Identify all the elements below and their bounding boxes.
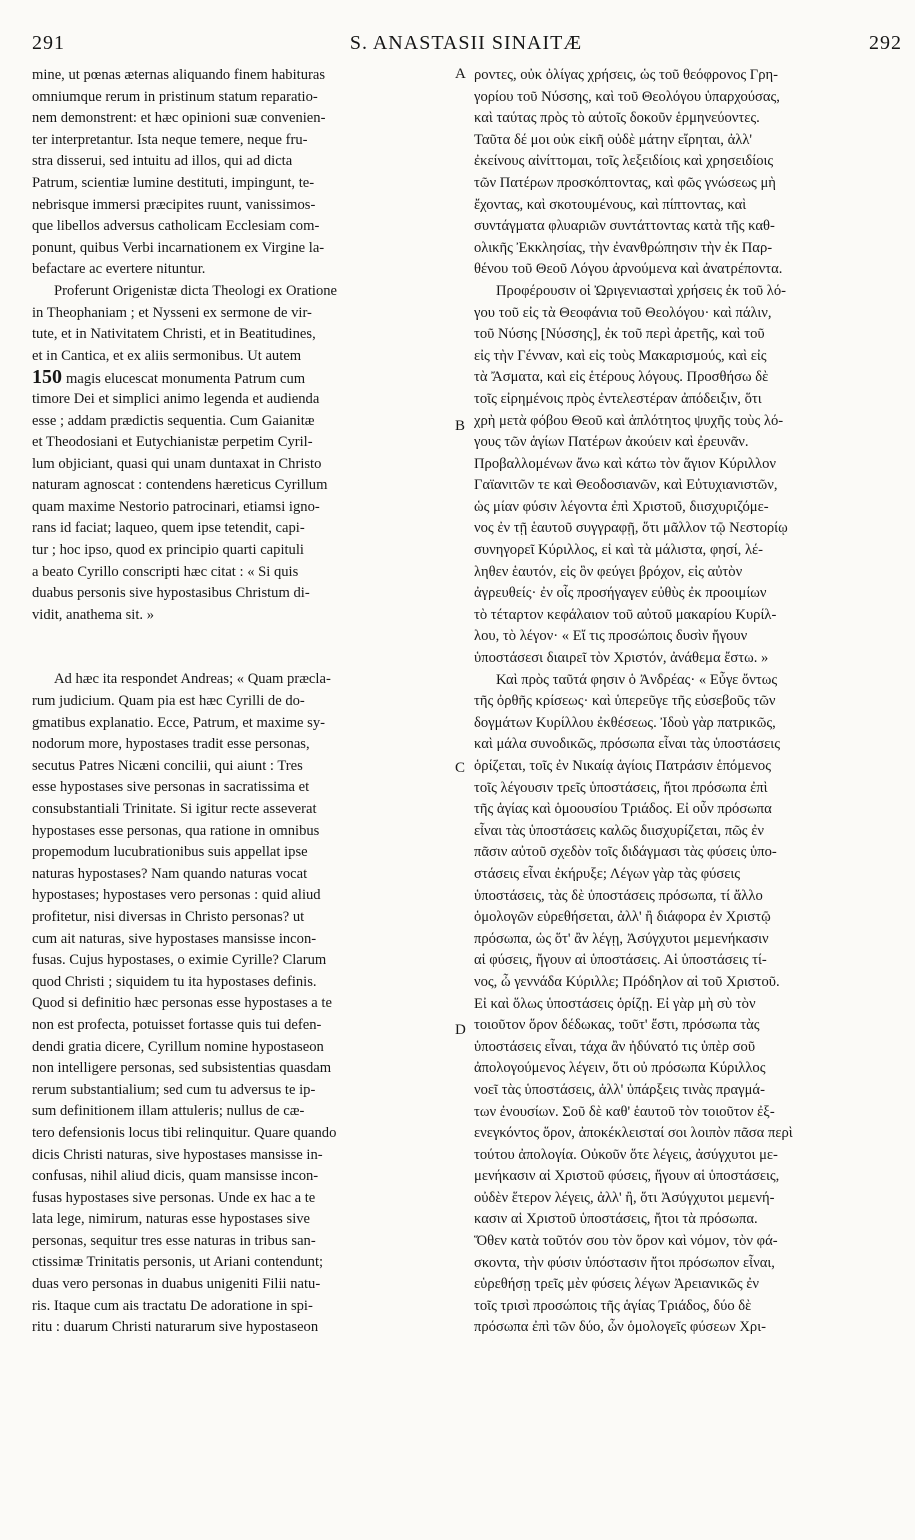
text-line: γου τοῦ εἰς τὰ Θεοφάνια τοῦ Θεολόγου· καὶ πάλιν,	[474, 304, 772, 321]
text-line: ὡς μίαν φύσιν λέγοντα ἐπὶ Χριστοῦ, διισχυριζόμε-	[474, 498, 769, 515]
text-line: non intelligere personas, sed subsistentias quasdam	[32, 1060, 332, 1077]
text-line: Patrum, scientiæ lumine destituti, impingunt, te-	[32, 174, 315, 191]
text-line: naturam agnoscat : contendens hæreticus Cyrillum	[32, 477, 328, 494]
text-line: ris. Itaque cum ais tractatu De adoratione in spi-	[32, 1297, 313, 1314]
text-line: νος ἐν τῇ ἑαυτοῦ συγγραφῇ, ὅτι μᾶλλον τῷ Νεστορίῳ	[474, 520, 788, 537]
text-line: χρὴ μετὰ φόβου Θεοῦ καὶ ἁπλότητος ψυχῆς τοὺς λό-	[474, 412, 784, 429]
text-line: ολικῆς Ἐκκλησίας, τὴν ἐνανθρώπησιν τὴν ἐκ Παρ-	[474, 239, 773, 256]
text-line: duabus personis sive hypostasibus Christum di-	[32, 585, 310, 602]
text-line: tero defensionis locus tibi relinquitur. Quare quando	[32, 1124, 337, 1141]
text-line: Ad hæc ita respondet Andreas; « Quam præcla-	[54, 671, 331, 688]
section-number: 150	[32, 367, 62, 389]
text-line: τούτου ἀπολογία. Οὐκοῦν ὅτε λέγεις, ἀσύγχυτοι με-	[474, 1146, 778, 1163]
text-line: οὐδὲν ἕτερον λέγεις, ἀλλ' ἢ, ὅτι Ἀσύγχυτοι μεμενή-	[474, 1189, 775, 1206]
text-line: Γαϊανιτῶν τε καὶ Θεοδοσιανῶν, καὶ Εὐτυχιανιστῶν,	[474, 477, 778, 494]
text-line: in Theophaniam ; et Nysseni ex sermone de vir-	[32, 304, 312, 321]
text-line: των ἐνουσίων. Σοῦ δὲ καθ' ἑαυτοῦ τὸν τοιοῦτον ἐξ-	[474, 1103, 775, 1120]
text-line: Quod si definitio hæc personas esse hypostases a te	[32, 995, 332, 1012]
text-line: λου, τὸ λέγον· « Εἴ τις προσώποις δυσὶν ἤγουν	[474, 628, 748, 645]
text-line: Προφέρουσιν οἱ Ὠριγενιασταὶ χρήσεις ἐκ τοῦ λό-	[496, 282, 787, 299]
text-line: πᾶσιν αὐτοῦ σχεδὸν τοῖς διδάγμασι τὰς φύσεις ὑπο-	[474, 844, 777, 861]
text-line: nem demonstrent: et hæc opinioni suæ convenien-	[32, 110, 326, 127]
text-line: vidit, anathema sit. »	[32, 606, 154, 623]
text-line: πρόσωπα, ὡς ὅτ' ἂν λέγῃ, Ἀσύγχυτοι μεμενήκασιν	[474, 930, 769, 947]
text-line: dicis Christi naturas, sive hypostases mansisse in-	[32, 1146, 323, 1163]
text-line: καὶ ταύτας πρὸς τὸ αὐτοῖς δοκοῦν ἑρμηνεύοντες.	[474, 110, 760, 127]
text-line: fusas hypostases sive personas. Unde ex hac a te	[32, 1189, 316, 1206]
text-line: τῶν Πατέρων προσκόπτοντας, καὶ φῶς γνώσεως μὴ	[474, 174, 776, 191]
text-line: secutus Patres Nicæni concilii, qui aiunt : Tres	[32, 757, 303, 774]
text-line: tur ; hoc ipso, quod ex principio quarti capituli	[32, 542, 304, 559]
text-line: συνηγορεῖ Κύριλλος, εἰ καὶ τὰ μάλιστα, φησί, λέ-	[474, 542, 764, 559]
text-line: stra disserui, sed intuitu ad illos, qui ad dicta	[32, 153, 293, 170]
text-line: τὰ Ἄσματα, καὶ εἰς ἑτέρους λόγους. Προσθήσω δὲ	[474, 369, 769, 386]
text-line: ενεγκόντος ὅρον, ἀποκέκλεισταί σοι λοιπὸν πᾶσα περὶ	[474, 1125, 793, 1142]
text-line: quam maxime Nestorio patrocinari, etiamsi igno-	[32, 498, 320, 515]
text-line: κασιν αἱ Χριστοῦ ὑποστάσεις, ἤτοι τὰ πρόσωπα.	[474, 1211, 758, 1228]
text-line: νος, ὦ γεννάδα Κύριλλε; Πρόδηλον αἱ τοῦ Χριστοῦ.	[474, 973, 780, 990]
text-line: τὸ τέταρτον κεφάλαιον τοῦ αὐτοῦ μακαρίου Κυρίλ-	[474, 606, 777, 623]
text-line: ὑποστάσεις, τὰς δὲ ὑποστάσεις πρόσωπα, τί ἄλλο	[474, 887, 763, 904]
text-line: nebrisque immersi præcipites ruunt, vanissimos-	[32, 196, 316, 213]
text-line: αἱ φύσεις, ἤγουν αἱ ὑποστάσεις. Αἱ ὑποστάσεις τί-	[474, 952, 767, 969]
text-line: δογμάτων Κυρίλλου ἐκθέσεως. Ἰδοὺ γὰρ πατρικῶς,	[474, 714, 776, 731]
text-line: ὑποστάσεις εἶναι, τάχα ἂν ἠδύνατό τις ὑπὲρ σοῦ	[474, 1038, 756, 1055]
margin-letter-a: A	[455, 66, 466, 82]
margin-letter-b: B	[455, 418, 466, 434]
text-line: θένου τοῦ Θεοῦ Λόγου ἀρνούμενα καὶ ἀνατρέποντα.	[474, 261, 783, 278]
greek-column	[474, 65, 894, 1339]
text-line: rerum substantialium; sed cum tu adversus te ip-	[32, 1081, 316, 1098]
text-line: ἀγρευθείς· ἐν οἷς προσήγαγεν εὐθὺς ἐκ προοιμίων	[474, 585, 767, 602]
section-line-text: magis elucescat monumenta Patrum cum	[66, 371, 306, 388]
text-line: Ταῦτα δέ μοι οὐκ εἰκῆ οὐδὲ μάτην εἴρηται, ἀλλ'	[474, 131, 753, 148]
text-line: ctissimæ Trinitatis personis, ut Ariani contendunt;	[32, 1254, 324, 1271]
text-line: naturas hypostases? Nam quando naturas vocat	[32, 865, 308, 882]
page-header	[30, 24, 902, 58]
text-line: esse hypostases sive personas in sacratissima et	[32, 779, 310, 796]
text-line: ἐκείνους αἰνίττομαι, τοῖς λεξειδίοις καὶ χρησειδίοις	[474, 153, 774, 170]
text-line: et in Cantica, et ex aliis sermonibus. Ut autem	[32, 347, 302, 364]
text-line: νοεῖ τὰς ὑποστάσεις, ἀλλ' ὑπάρξεις τινὰς πραγμά-	[474, 1081, 765, 1098]
text-line: μενήκασιν αἱ Χριστοῦ φύσεις, ἤγουν αἱ ὑποστάσεις,	[474, 1168, 780, 1185]
text-line: Καὶ πρὸς ταῦτά φησιν ὁ Ἀνδρέας· « Εὖγε ὄντως	[496, 671, 778, 688]
text-line: στάσεις εἶναι ἐκήρυξε; Λέγων γὰρ τὰς φύσεις	[474, 865, 741, 882]
text-line: τῆς ἁγίας καὶ ὁμοουσίου Τριάδος. Εἰ οὖν πρόσωπα	[474, 801, 772, 818]
text-line: quod Christi ; siquidem tu ita hypostases definis.	[32, 973, 317, 990]
text-line: rans id faciat; laqueo, quem ipse tetendit, capi-	[32, 520, 305, 537]
margin-letter-c: C	[455, 760, 466, 776]
text-line: hypostases esse personas, qua ratione in omnibus	[32, 822, 320, 839]
text-line: consubstantiali Trinitate. Si igitur recte asseverat	[32, 801, 317, 817]
text-line: duas vero personas in duabus unigeniti Filii natu-	[32, 1276, 321, 1293]
text-line: propemodum lucubrationibus suis appellat ipse	[32, 844, 308, 861]
text-line: nodorum more, hypostases tradit esse personas,	[32, 736, 310, 753]
text-line: et Theodosiani et Eutychianistæ perpetim Cyril-	[32, 434, 313, 451]
text-line: a beato Cyrillo conscripti hæc citat : « Si quis	[32, 563, 299, 580]
text-line: γους τῶν ἁγίων Πατέρων ἀκούειν καὶ ἐρευνᾶν.	[474, 434, 749, 451]
text-line: omniumque rerum in pristinum statum reparatio-	[32, 88, 318, 105]
text-line: τοῦ Νύσης [Νύσσης], ἐκ τοῦ περὶ ἀρετῆς, καὶ τοῦ	[474, 326, 765, 343]
text-line: fusas. Cujus hypostases, o eximie Cyrille? Clarum	[32, 952, 327, 969]
text-line: confusas, nihil aliud dicis, quam mansisse incon-	[32, 1168, 319, 1185]
text-line: ὁρίζεται, τοῖς ἐν Νικαίᾳ ἁγίοις Πατράσιν ἑπόμενος	[474, 758, 771, 774]
text-line: τοιοῦτον ὅρον δέδωκας, τοῦτ' ἔστι, πρόσωπα τὰς	[474, 1017, 760, 1034]
margin-letter-d: D	[455, 1022, 466, 1038]
text-line: γορίου τοῦ Νύσσης, καὶ τοῦ Θεολόγου ὑπαρχούσας,	[474, 88, 780, 105]
text-line: ροντες, οὐκ ὀλίγας χρήσεις, ὡς τοῦ θεόφρονος Γρη-	[474, 67, 779, 83]
text-line: tute, et in Nativitatem Christi, et in Beatitudines,	[32, 326, 316, 343]
text-line: profitetur, nisi diversas in Christo personas? ut	[32, 908, 305, 925]
text-line: ritu : duarum Christi naturarum sive hypostaseon	[32, 1319, 319, 1336]
text-line: que libellos adversus catholicam Ecclesiam com-	[32, 218, 320, 235]
text-line: mine, ut pœnas æternas aliquando finem habituras	[32, 67, 326, 83]
latin-column	[32, 65, 449, 1339]
text-line: ὁμολογῶν εὑρεθήσεται, ἀλλ' ἢ διάφορα ἐν Χριστῷ	[474, 909, 771, 926]
text-line: personas, sequitur tres esse naturas in tribus san-	[32, 1232, 316, 1249]
text-line: sum definitionem illam attuleris; nullus de cæ-	[32, 1103, 305, 1120]
text-line: esse ; addam prædictis sequentia. Cum Gaianitæ	[32, 412, 315, 429]
text-line: befactare ac evertere nituntur.	[32, 261, 206, 278]
text-line: ἀπολογούμενος λέγειν, ὅτι οὐ πρόσωπα Κύριλλος	[474, 1060, 766, 1077]
text-line: ἔχοντας, καὶ σκοτουμένους, καὶ πίπτοντας, καὶ	[474, 196, 747, 213]
text-line: lata lege, nimirum, naturas esse hypostases sive	[32, 1211, 311, 1228]
text-line: συντάγματα φλυαριῶν συντάττοντας κατὰ τῆς καθ-	[474, 218, 775, 235]
text-line: πρόσωπα ἐπὶ τῶν δύο, ὧν ὁμολογεῖς φύσεων Χρι-	[474, 1319, 766, 1336]
text-line: hypostases; hypostases vero personas : quid aliud	[32, 887, 321, 904]
text-line: timore Dei et simplici animo legenda et audienda	[32, 390, 320, 407]
text-line: τῆς ὀρθῆς κρίσεως· καὶ ὑπερεῦγε τῆς εὐσεβοῦς τῶν	[474, 693, 776, 710]
paragraph-gap	[32, 626, 449, 669]
text-line: lum objiciant, quasi qui unam duntaxat in Christo	[32, 455, 322, 472]
text-line: dendi gratia dicere, Cyrillum nomine hypostaseon	[32, 1038, 324, 1055]
text-line: εἰς τὴν Γένναν, καὶ εἰς τοὺς Μακαρισμούς, καὶ εἰς	[474, 347, 767, 364]
text-line: ponunt, quibus Verbi incarnationem ex Virgine la-	[32, 239, 325, 256]
text-line: Ὅθεν κατὰ τοῦτόν σου τὸν ὅρον καὶ νόμον, τὸν φά-	[474, 1233, 778, 1250]
text-line: ter interpretantur. Ista neque temere, neque fru-	[32, 131, 308, 148]
text-line: Προβαλλομένων ἄνω καὶ κάτω τὸν ἅγιον Κύριλλον	[474, 455, 776, 472]
text-line: εὑρεθήσῃ τρεῖς μὲν φύσεις λέγων Ἀρειανικῶς ἐν	[474, 1276, 760, 1293]
text-line: Proferunt Origenistæ dicta Theologi ex Oratione	[54, 282, 338, 299]
text-line: σκοντα, τὴν φύσιν ὑπόστασιν ἤτοι πρόσωπον εἶναι,	[474, 1254, 775, 1271]
text-line: ὑποστάσεσι διαιρεῖ τὸν Χριστόν, ἀνάθεμα ἔστω. »	[474, 650, 769, 667]
text-line: Εἰ καὶ ὅλως ὑποστάσεις ὁρίζῃ. Εἰ γὰρ μὴ σὺ τὸν	[474, 995, 756, 1012]
page-number-left: 291	[32, 32, 65, 54]
text-line: τοῖς εἰρημένοις πρὸς ἐντελεστέραν ἀπόδειξιν, ὅτι	[474, 390, 762, 407]
text-line: τοῖς τρισὶ προσώποις τῆς ἁγίας Τριάδος, δύο δὲ	[474, 1297, 752, 1314]
text-line: cum ait naturas, sive hypostases mansisse incon-	[32, 930, 317, 947]
text-line: rum judicium. Quam pia est hæc Cyrilli de do-	[32, 693, 305, 710]
text-line	[32, 367, 449, 389]
running-title: S. ANASTASII SINAITÆ	[349, 32, 583, 54]
text-line: ληθεν ἑαυτόν, εἰς ὃν φεύγει βρόχον, εἰς αὐτὸν	[474, 563, 743, 580]
text-line: gmatibus explanatio. Ecce, Patrum, et maxime sy-	[32, 714, 326, 731]
page-number-right: 292	[869, 32, 902, 54]
text-line: εἶναι τὰς ὑποστάσεις καλῶς διισχυρίζεται, πῶς ἐν	[474, 822, 764, 839]
text-line: non est profecta, potuisset fortasse quis tui defen-	[32, 1016, 322, 1033]
text-line: καὶ μάλα συνοδικῶς, πρόσωπα εἶναι τὰς ὑποστάσεις	[474, 736, 780, 753]
text-line: τοῖς λέγουσιν τρεῖς ὑποστάσεις, ἤτοι πρόσωπα ἐπὶ	[474, 779, 768, 796]
